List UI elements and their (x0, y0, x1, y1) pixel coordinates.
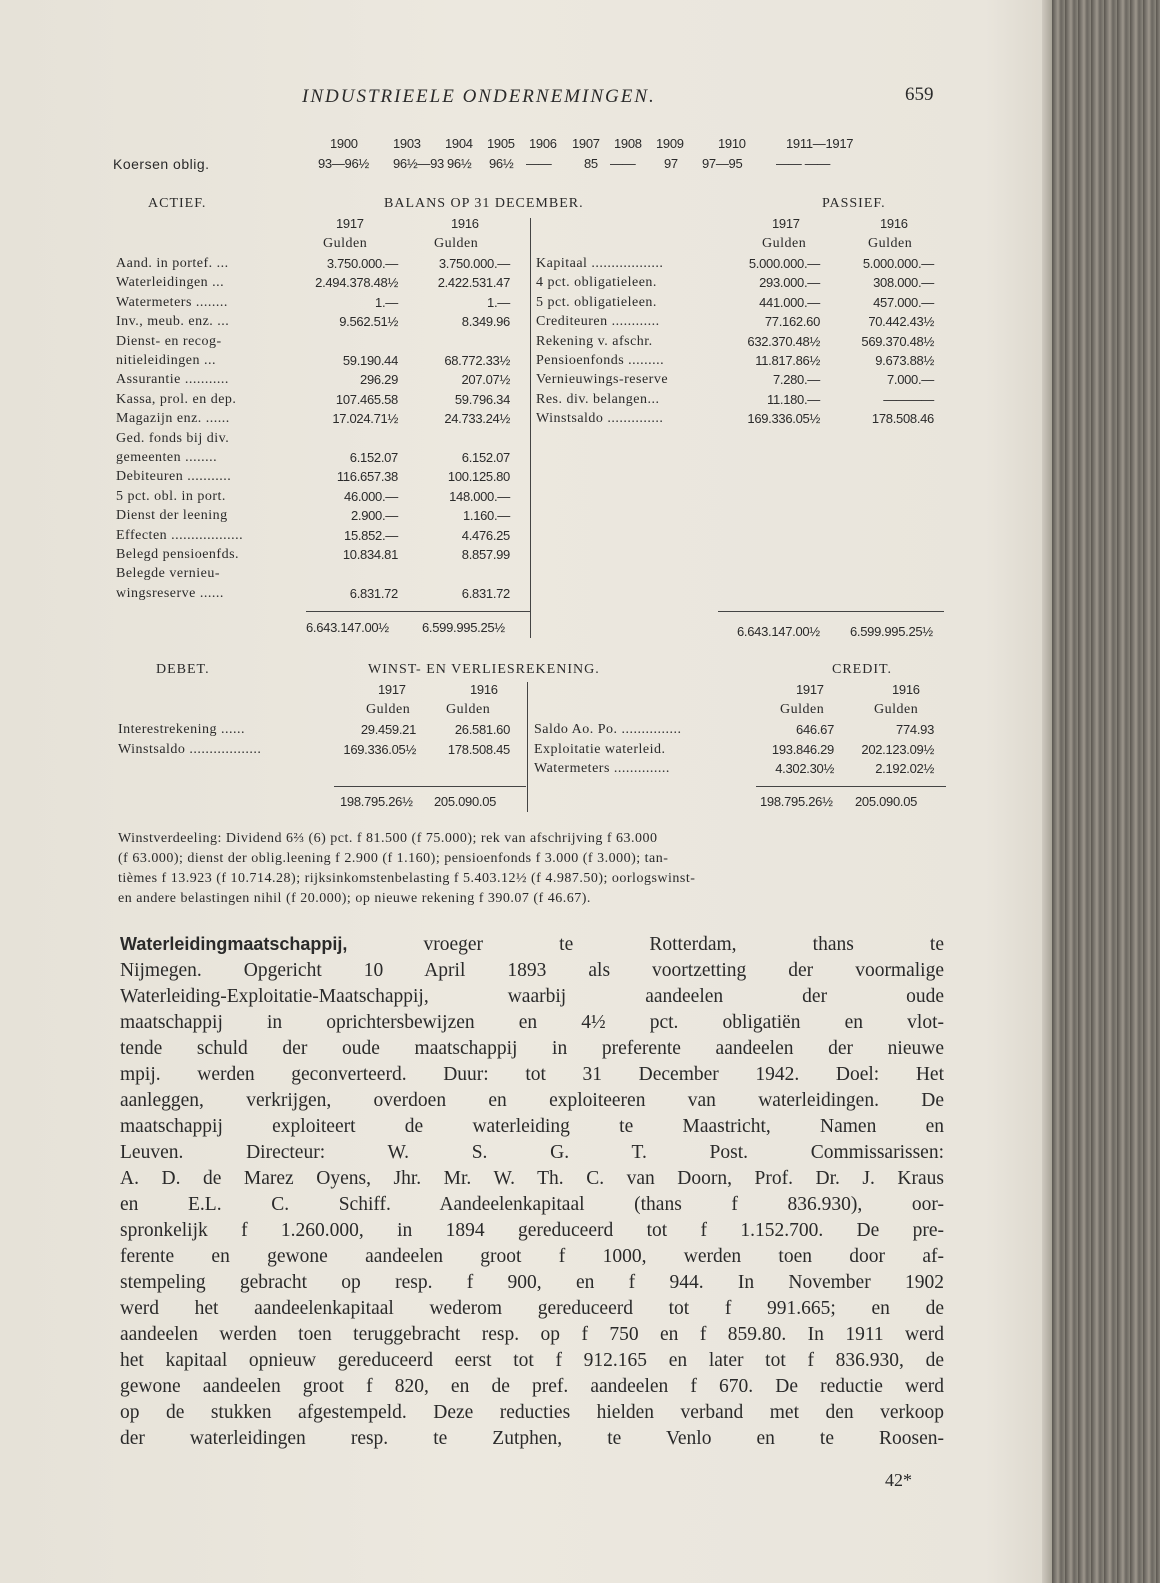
balans-divider (530, 218, 531, 638)
credit-row-label: Saldo Ao. Po. ............... (534, 722, 682, 737)
koersen-year: 1908 (614, 136, 642, 151)
table-row (116, 508, 516, 528)
wv-currency: Gulden (366, 702, 411, 717)
koersen-value: 96½—93 (393, 156, 444, 171)
passief-table (536, 256, 946, 456)
table-row (116, 431, 516, 451)
koersen-year: 1911—1917 (786, 136, 854, 151)
table-row (534, 761, 946, 781)
passief-row-label: Crediteuren ............ (536, 314, 660, 330)
passief-row-label: 4 pct. obligatieleen. (536, 275, 657, 291)
table-row (116, 295, 516, 315)
note-line: tièmes f 13.923 (f 10.714.28); rijksinkomstenbelasting f 5.403.12½ (f 4.987.50); oorlogswinst- (118, 871, 696, 886)
value-1917: 7.280.— (772, 372, 820, 388)
actief-row-label: Watermeters ........ (116, 294, 228, 310)
koersen-label: Koersen oblig. (113, 156, 210, 172)
passief-row-label: Winstsaldo .............. (536, 411, 664, 427)
table-row (536, 334, 946, 354)
actief-row-label: Belegd pensioenfds. (116, 547, 240, 562)
actief-row-label: wingsreserve ...... (116, 585, 224, 601)
passief-label: PASSIEF. (822, 196, 886, 211)
value-1916: 2.192.02½ (875, 761, 934, 776)
article-line: maatschappij exploiteert de waterleiding te Maastricht, Namen en (120, 1116, 944, 1137)
value-1917: 296.29 (360, 372, 398, 388)
passief-row-label: Rekening v. afschr. (536, 333, 653, 349)
table-row (116, 411, 516, 431)
table-row (534, 722, 946, 742)
balans-title: BALANS OP 31 DECEMBER. (384, 196, 584, 211)
table-row (536, 314, 946, 334)
passief-total-1917: 6.643.147.00½ (737, 624, 820, 639)
debet-total-1916: 205.090.05 (434, 794, 497, 809)
koersen-value: —— —— (776, 156, 831, 171)
actief-row-label: Dienst der leening (116, 508, 228, 524)
debet-table (118, 722, 518, 766)
wv-title: WINST- EN VERLIESREKENING. (368, 662, 600, 677)
page-gutter (1042, 0, 1052, 1583)
table-row (536, 411, 946, 431)
value-1916: 3.750.000.— (438, 256, 510, 271)
value-1916: 100.125.80 (447, 469, 510, 485)
koersen-block (0, 136, 960, 176)
table-row (118, 742, 518, 762)
balans-currency: Gulden (762, 236, 807, 251)
article-line: en E.L. C. Schiff. Aandeelenkapitaal (thans f 836.930), oor- (120, 1194, 944, 1215)
debet-row-label: Winstsaldo .................. (118, 742, 262, 757)
credit-total-1916: 205.090.05 (855, 794, 918, 809)
table-row (116, 275, 516, 295)
value-1917: 4.302.30½ (775, 761, 834, 776)
value-1917: 11.180.— (766, 391, 820, 407)
value-1916: 68.772.33½ (444, 353, 510, 368)
value-1917: 46.000.— (344, 488, 398, 504)
value-1917: 169.336.05½ (747, 411, 820, 427)
value-1916: 6.152.07 (461, 450, 510, 465)
wv-divider (527, 682, 528, 812)
value-1917: 15.852.— (344, 527, 398, 543)
value-1917: 169.336.05½ (343, 742, 416, 757)
value-1917: 5.000.000.— (748, 256, 820, 271)
article-line: mpij. werden geconverteerd. Duur: tot 31 December 1942. Doel: Het (120, 1064, 944, 1085)
balans-year-1917: 1917 (336, 216, 364, 231)
balans-year-1917: 1917 (772, 216, 800, 231)
table-row (118, 722, 518, 742)
value-1916: 178.508.45 (447, 742, 510, 757)
article-line: stempeling gebracht op resp. f 900, en f 944. In November 1902 (120, 1272, 944, 1293)
table-row (116, 547, 516, 567)
credit-row-label: Watermeters .............. (534, 761, 670, 776)
credit-row-label: Exploitatie waterleid. (534, 741, 666, 757)
koersen-value: 85 (584, 156, 598, 171)
article-line: aanleggen, verkrijgen, overdoen en exploiteeren van waterleidingen. De (120, 1090, 944, 1111)
value-1916: 569.370.48½ (861, 333, 934, 349)
table-row (116, 528, 516, 548)
value-1916: 1.160.— (462, 508, 510, 524)
actief-table (116, 256, 516, 616)
balans-year-1916: 1916 (451, 216, 479, 231)
koersen-value: 93—96½ (318, 156, 369, 171)
wv-currency: Gulden (874, 702, 919, 717)
actief-row-label: Effecten .................. (116, 527, 244, 543)
koersen-year: 1909 (656, 136, 684, 151)
article-line: werd het aandeelenkapitaal wederom gereduceerd tot f 991.665; en de (120, 1298, 944, 1319)
value-1916: 774.93 (896, 722, 934, 737)
table-row (116, 489, 516, 509)
value-1916: 8.857.99 (461, 547, 510, 562)
value-1916: 59.796.34 (454, 391, 510, 407)
value-1917: 116.657.38 (336, 469, 398, 485)
value-1917: 9.562.51½ (339, 314, 398, 330)
actief-row-label: Aand. in portef. ... (116, 256, 229, 271)
table-row (116, 450, 516, 470)
wv-year-1916: 1916 (470, 682, 498, 697)
koersen-value: —— (610, 156, 636, 171)
value-1917: 646.67 (796, 722, 834, 737)
value-1917: 3.750.000.— (326, 256, 398, 271)
article-line: tende schuld der oude maatschappij in preferente aandeelen der nieuwe (120, 1038, 944, 1059)
table-row (116, 392, 516, 412)
table-row (536, 392, 946, 412)
value-1916: 148.000.— (449, 488, 510, 504)
table-row (116, 353, 516, 373)
value-1917: 441.000.— (759, 294, 820, 310)
value-1916: ———— (883, 391, 934, 407)
value-1916: 24.733.24½ (444, 411, 510, 427)
total-rule (334, 786, 526, 787)
credit-label: CREDIT. (832, 662, 893, 677)
table-row (116, 566, 516, 586)
balans-currency: Gulden (868, 236, 913, 251)
koersen-value: 96½ (447, 156, 472, 171)
running-header: INDUSTRIEELE ONDERNEMINGEN. (302, 86, 656, 107)
passief-row-label: 5 pct. obligatieleen. (536, 294, 657, 310)
article-line: gewone aandeelen groot f 820, en de pref. aandeelen f 670. De reductie werd (120, 1376, 944, 1397)
wv-currency: Gulden (446, 702, 491, 717)
value-1916: 26.581.60 (454, 722, 510, 737)
value-1917: 193.846.29 (771, 741, 834, 757)
koersen-year: 1900 (330, 136, 358, 151)
koersen-value: 97—95 (702, 156, 743, 171)
total-rule (718, 611, 944, 612)
credit-table (534, 722, 946, 786)
actief-row-label: Ged. fonds bij div. (116, 430, 230, 446)
credit-total-1917: 198.795.26½ (760, 794, 833, 809)
actief-row-label: 5 pct. obl. in port. (116, 488, 226, 504)
passief-row-label: Res. div. belangen... (536, 391, 660, 407)
koersen-year: 1910 (718, 136, 746, 151)
winstverdeeling-note (118, 829, 948, 909)
value-1917: 17.024.71½ (332, 411, 398, 427)
actief-row-label: Debiteuren ........... (116, 469, 232, 485)
table-row (536, 353, 946, 373)
wv-year-1917: 1917 (796, 682, 824, 697)
value-1917: 6.831.72 (349, 585, 398, 601)
balans-currency: Gulden (434, 236, 479, 251)
value-1916: 178.508.46 (871, 411, 934, 427)
value-1916: 8.349.96 (461, 314, 510, 330)
value-1916: 70.442.43½ (868, 314, 934, 330)
koersen-year: 1906 (529, 136, 557, 151)
article-line (120, 931, 944, 958)
total-rule (306, 611, 530, 612)
article-line: Leuven. Directeur: W. S. G. T. Post. Commissarissen: (120, 1142, 944, 1163)
value-1917: 11.817.86½ (755, 353, 820, 368)
note-line: en andere belastingen nihil (f 20.000); op nieuwe rekening f 390.07 (f 46.67). (118, 891, 591, 906)
book-spine (1052, 0, 1160, 1583)
note-line: Winstverdeeling: Dividend 6⅔ (6) pct. f 81.500 (f 75.000); rek van afschrijving f 63.000 (118, 831, 658, 846)
balans-year-1916: 1916 (880, 216, 908, 231)
actief-row-label: Magazijn enz. ...... (116, 411, 230, 427)
actief-row-label: Kassa, prol. en dep. (116, 391, 237, 407)
article-body (120, 931, 944, 1452)
actief-total-1916: 6.599.995.25½ (422, 620, 505, 635)
koersen-value: 96½ (489, 156, 514, 171)
article-line: A. D. de Marez Oyens, Jhr. Mr. W. Th. C. van Doorn, Prof. Dr. J. Kraus (120, 1168, 944, 1189)
actief-total-1917: 6.643.147.00½ (306, 620, 389, 635)
table-row (116, 469, 516, 489)
article-line: op de stukken afgestempeld. Deze reducties hielden verband met den verkoop (120, 1402, 944, 1423)
value-1916: 1.— (487, 294, 510, 310)
value-1916: 7.000.— (886, 372, 934, 388)
actief-row-label: Assurantie ........... (116, 372, 229, 388)
value-1916: 5.000.000.— (862, 256, 934, 271)
table-row (536, 372, 946, 392)
passief-row-label: Kapitaal .................. (536, 256, 664, 271)
article-line: Waterleiding-Exploitatie-Maatschappij, waarbij aandeelen der oude (120, 986, 944, 1007)
koersen-year: 1903 (393, 136, 421, 151)
note-line: (f 63.000); dienst der oblig.leening f 2.900 (f 1.160); pensioenfonds f 3.000 (f 3.000); tan- (118, 851, 669, 866)
article-line: aandeelen werden toen teruggebracht resp. op f 750 en f 859.80. In 1911 werd (120, 1324, 944, 1345)
value-1917: 29.459.21 (360, 722, 416, 737)
table-row (116, 256, 516, 276)
table-row (116, 586, 516, 606)
koersen-value: 97 (664, 156, 678, 171)
koersen-year: 1904 (445, 136, 473, 151)
actief-row-label: Inv., meub. enz. ... (116, 314, 230, 330)
value-1916: 6.831.72 (461, 585, 510, 601)
value-1917: 632.370.48½ (747, 333, 820, 349)
value-1917: 2.494.378.48½ (315, 275, 398, 291)
actief-row-label: nitieleidingen ... (116, 353, 216, 368)
page-number: 659 (905, 84, 934, 105)
table-row (116, 314, 516, 334)
value-1917: 59.190.44 (342, 353, 398, 368)
wv-year-1917: 1917 (378, 682, 406, 697)
value-1916: 4.476.25 (461, 527, 510, 543)
koersen-year: 1905 (487, 136, 515, 151)
article-line: het kapitaal opnieuw gereduceerd eerst tot f 912.165 en later tot f 836.930, de (120, 1350, 944, 1371)
value-1917: 77.162.60 (764, 314, 820, 330)
actief-row-label: Waterleidingen ... (116, 275, 225, 291)
table-row (536, 275, 946, 295)
actief-row-label: gemeenten ........ (116, 450, 218, 465)
value-1916: 202.123.09½ (861, 741, 934, 757)
value-1916: 457.000.— (873, 294, 934, 310)
signature-mark: 42* (885, 1470, 912, 1490)
value-1916: 207.07½ (461, 372, 510, 388)
table-row (534, 742, 946, 762)
article-line: ferente en gewone aandeelen groot f 1000, werden toen door af- (120, 1246, 944, 1267)
value-1917: 2.900.— (350, 508, 398, 524)
table-row (536, 295, 946, 315)
article-line: der waterleidingen resp. te Zutphen, te Venlo en te Roosen- (120, 1428, 944, 1449)
table-row (116, 372, 516, 392)
total-rule (756, 786, 946, 787)
wv-currency: Gulden (780, 702, 825, 717)
actief-row-label: Belegde vernieu- (116, 566, 221, 582)
value-1917: 1.— (375, 294, 398, 310)
koersen-value: —— (526, 156, 552, 171)
value-1917: 107.465.58 (335, 391, 398, 407)
passief-row-label: Vernieuwings-reserve (536, 372, 669, 388)
passief-row-label: Pensioenfonds ......... (536, 353, 665, 368)
value-1917: 10.834.81 (342, 547, 398, 562)
article-line: maatschappij in oprichtersbewijzen en 4½ pct. obligatiën en vlot- (120, 1012, 944, 1033)
value-1916: 9.673.88½ (875, 353, 934, 368)
debet-total-1917: 198.795.26½ (340, 794, 413, 809)
table-row (536, 256, 946, 276)
value-1917: 6.152.07 (349, 450, 398, 465)
article-line: Nijmegen. Opgericht 10 April 1893 als voortzetting der voormalige (120, 960, 944, 981)
article-heading: Waterleidingmaatschappij, (120, 934, 348, 954)
table-row (116, 334, 516, 354)
article-line: spronkelijk f 1.260.000, in 1894 gereduceerd tot f 1.152.700. De pre- (120, 1220, 944, 1241)
balans-currency: Gulden (323, 236, 368, 251)
actief-label: ACTIEF. (148, 196, 207, 211)
value-1916: 2.422.531.47 (437, 275, 510, 291)
article-line-text: vroeger te Rotterdam, thans te (347, 934, 944, 955)
wv-year-1916: 1916 (892, 682, 920, 697)
value-1916: 308.000.— (873, 275, 934, 291)
passief-total-1916: 6.599.995.25½ (850, 624, 933, 639)
value-1917: 293.000.— (759, 275, 820, 291)
koersen-year: 1907 (572, 136, 600, 151)
actief-row-label: Dienst- en recog- (116, 333, 222, 349)
debet-row-label: Interestrekening ...... (118, 722, 245, 737)
debet-label: DEBET. (156, 662, 210, 677)
